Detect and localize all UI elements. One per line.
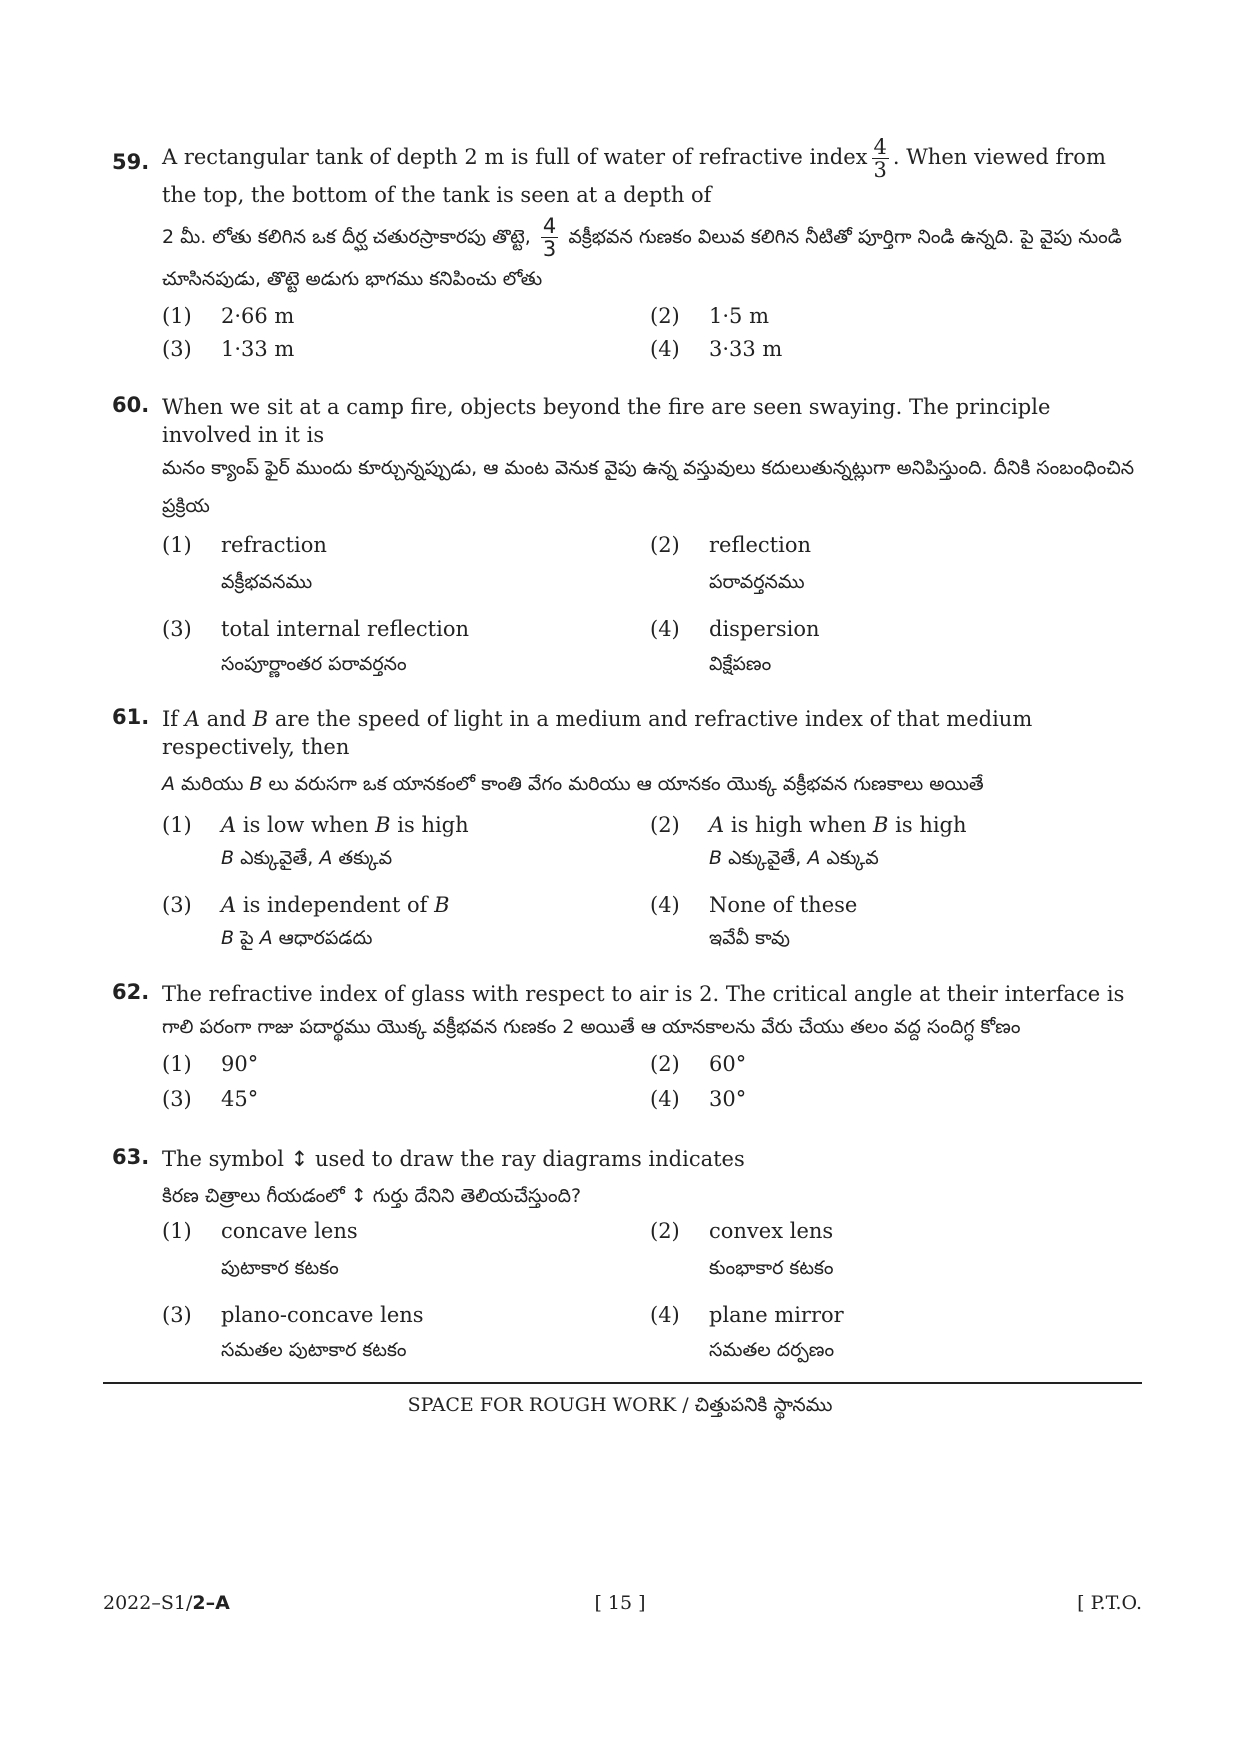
question-number: 63. [112,1145,150,1169]
question-59 [112,136,1142,374]
question-text-en: If A and B are the speed of light in a medium and refractive index of that medium respectively, then [162,707,1033,759]
fraction: $\frac{4}{3}$ [873,135,887,182]
options: (1) refraction వక్రీభవనము (2) reflection పరావర్తనము (3) total internal reflection సంపూర్ణాంతర పరావర్తనం (4) dispersion విక్షేపణం [162,533,820,675]
question-number: 59. [112,150,150,174]
options: (1) A is low when B is high B ఎక్కువైతే, A తక్కువ (2) A is high when B is high B ఎక్కువైతే, A ఎక్కువ (3) A is independent of B B పై A ఆధారపడదు (4) None of these ఇవేవీ కావు [162,813,967,949]
question-number: 62. [112,980,150,1004]
double-arrow-icon: ↕ [350,1185,367,1207]
rough-work-label: SPACE FOR ROUGH WORK / చిత్తుపనికి స్థానము [407,1394,833,1416]
page-number: [ 15 ] [594,1592,646,1614]
question-60 [112,393,1142,693]
question-text-te: 2 మీ. లోతు కలిగిన ఒక దీర్ఘ చతురస్రాకారపు తొట్టె, $\frac{4}{3}$ వక్రీభవన గుణకం విలువ కలిగిన నీటితో పూర్తిగా నిండి ఉన్నది. పై వైపు నుండి చూసినపుడు, తొట్టె అడుగు భాగము కనిపించు లోతు [162,214,1122,290]
question-number: 60. [112,393,150,417]
pto-label: [ P.T.O. [1077,1592,1142,1614]
question-text-en: The symbol ↕ used to draw the ray diagrams indicates [162,1147,745,1171]
question-63 [112,1145,1142,1379]
question-61 [112,705,1142,969]
question-text-te: A మరియు B లు వరుసగా ఒక యానకంలో కాంతి వేగం మరియు ఆ యానకం యొక్క వక్రీభవన గుణకాలు అయితే [162,773,984,795]
question-number: 61. [112,705,150,729]
question-text-en: When we sit at a camp fire, objects beyond the fire are seen swaying. The principle involved in it is [162,395,1051,447]
fraction: $\frac{4}{3}$ [542,214,557,261]
question-text-en: A rectangular tank of depth 2 m is full of water of refractive index $\frac{4}{3}$ . When viewed from the top, the bottom of the tank is seen at a depth of [162,135,1106,207]
options: (1) 2·66 m (2) 1·5 m (3) 1·33 m (4) 3·33 m [162,304,783,361]
question-62 [112,980,1142,1122]
options: (1) concave lens పుటాకార కటకం (2) convex lens కుంభాకార కటకం (3) plano-concave lens సమతల పుటాకార కటకం (4) plane mirror సమతల దర్పణం [162,1219,844,1361]
double-arrow-icon: ↕ [290,1147,309,1171]
options: (1) 90° (2) 60° (3) 45° (4) 30° [162,1052,747,1111]
question-text-te: కిరణ చిత్రాలు గీయడంలో ↕ గుర్తు దేనిని తెలియచేస్తుంది? [162,1185,582,1207]
question-text-te: గాలి పరంగా గాజు పదార్థము యొక్క వక్రీభవన గుణకం 2 అయితే ఆ యానకాలను వేరు చేయు తలం వద్ద సందిగ్ధ కోణం [162,1016,1021,1038]
divider [103,1382,1142,1384]
question-text-en: The refractive index of glass with respect to air is 2. The critical angle at their interface is [162,982,1125,1006]
question-text-te: మనం క్యాంప్ ఫైర్ ముందు కూర్చున్నప్పుడు, ఆ మంట వెనుక వైపు ఉన్న వస్తువులు కదులుతున్నట్లుగా అనిపిస్తుంది. దీనికి సంబంధించిన ప్రక్రియ [162,457,1135,517]
paper-code: 2022–S1/2–A [103,1592,230,1614]
